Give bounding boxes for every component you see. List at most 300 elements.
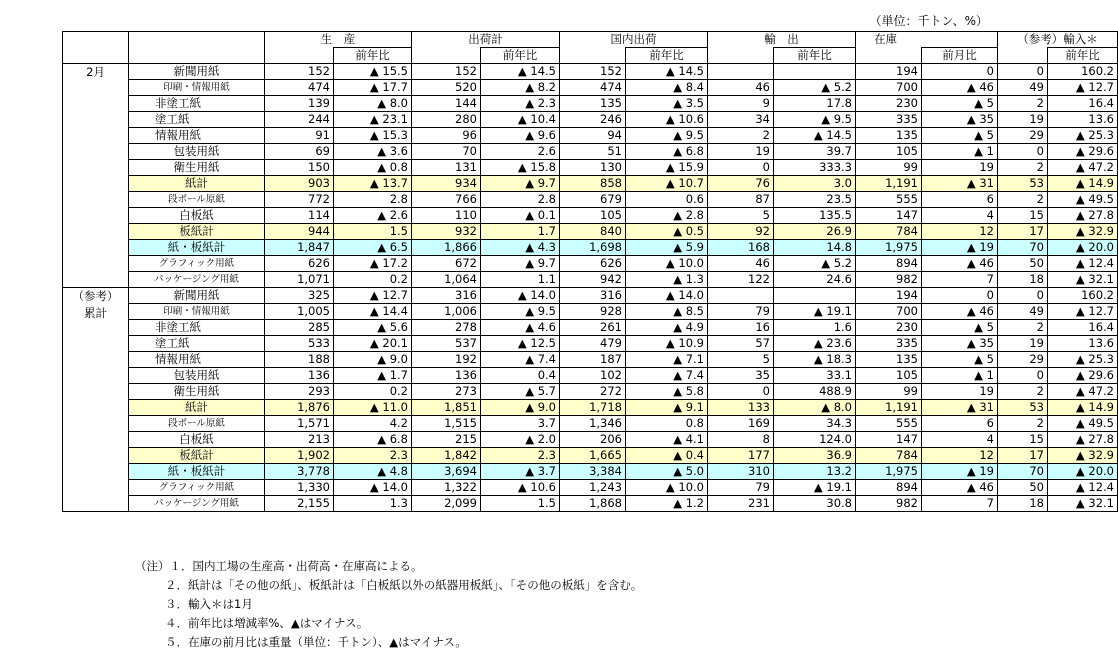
value-cell: 285 (265, 320, 334, 336)
value-cell: 114 (265, 208, 334, 224)
ratio-cell: 2.6 (481, 144, 560, 160)
note-line: （注）１．国内工場の生産高・出荷高・在庫高による。 (135, 559, 423, 573)
value-cell: 230 (856, 320, 922, 336)
ratio-cell: ▲ 32.1 (1048, 272, 1118, 288)
ratio-cell: ▲ 5.9 (626, 240, 708, 256)
ratio-cell: 4 (922, 208, 998, 224)
category-label: 白板紙 (129, 432, 265, 448)
value-cell (708, 64, 774, 80)
ratio-cell: ▲ 2.8 (626, 208, 708, 224)
ratio-cell: ▲ 18.3 (774, 352, 856, 368)
ratio-cell: ▲ 20.0 (1048, 240, 1118, 256)
value-cell: 144 (412, 96, 481, 112)
value-cell: 2,155 (265, 496, 334, 512)
category-label: 包装用紙 (129, 368, 265, 384)
value-cell: 1,975 (856, 464, 922, 480)
table-row (63, 96, 1118, 112)
value-cell: 136 (412, 368, 481, 384)
ratio-cell: ▲ 0.1 (481, 208, 560, 224)
header-blank-period (63, 32, 129, 64)
value-cell: 932 (412, 224, 481, 240)
category-label: 衛生用紙 (129, 160, 265, 176)
category-label: 紙・板紙計 (129, 240, 265, 256)
value-cell: 105 (856, 368, 922, 384)
ratio-cell: ▲ 5.2 (774, 256, 856, 272)
ratio-cell: ▲ 14.5 (481, 64, 560, 80)
subheader-yoy: 前年比 (626, 48, 708, 64)
value-cell: 15 (998, 432, 1048, 448)
category-label: パッケージング用紙 (129, 496, 265, 512)
ratio-cell: 160.2 (1048, 64, 1118, 80)
table-row (63, 112, 1118, 128)
table-row (63, 416, 1118, 432)
ratio-cell: ▲ 32.9 (1048, 224, 1118, 240)
ratio-cell: 0 (922, 64, 998, 80)
value-cell: 474 (560, 80, 626, 96)
subheader-yoy: 前年比 (481, 48, 560, 64)
value-cell: 1,665 (560, 448, 626, 464)
ratio-cell: 7 (922, 272, 998, 288)
ratio-cell: ▲ 4.6 (481, 320, 560, 336)
subheader-blank (998, 48, 1048, 64)
value-cell: 942 (560, 272, 626, 288)
ratio-cell: ▲ 31 (922, 400, 998, 416)
ratio-cell: 6 (922, 192, 998, 208)
ratio-cell: ▲ 49.5 (1048, 192, 1118, 208)
ratio-cell: ▲ 12.7 (1048, 80, 1118, 96)
value-cell: 3,694 (412, 464, 481, 480)
ratio-cell: ▲ 0.5 (626, 224, 708, 240)
value-cell: 188 (265, 352, 334, 368)
ratio-cell: ▲ 15.5 (334, 64, 412, 80)
ratio-cell: 16.4 (1048, 96, 1118, 112)
value-cell: 1,975 (856, 240, 922, 256)
subheader-yoy: 前年比 (334, 48, 412, 64)
value-cell: 147 (856, 432, 922, 448)
ratio-cell: ▲ 13.7 (334, 176, 412, 192)
category-label: 塗工紙 (129, 336, 265, 352)
value-cell: 169 (708, 416, 774, 432)
ratio-cell: ▲ 8.0 (334, 96, 412, 112)
value-cell: 700 (856, 304, 922, 320)
ratio-cell: 4 (922, 432, 998, 448)
ratio-cell: ▲ 7.1 (626, 352, 708, 368)
table-row (63, 256, 1118, 272)
table-row (63, 160, 1118, 176)
table-row (63, 288, 1118, 304)
category-label: 印刷・情報用紙 (129, 80, 265, 96)
value-cell: 150 (265, 160, 334, 176)
value-cell: 2,099 (412, 496, 481, 512)
value-cell: 1,243 (560, 480, 626, 496)
value-cell: 29 (998, 352, 1048, 368)
ratio-cell: ▲ 23.1 (334, 112, 412, 128)
ratio-cell: 135.5 (774, 208, 856, 224)
value-cell: 0 (708, 384, 774, 400)
ratio-cell: ▲ 5.2 (774, 80, 856, 96)
ratio-cell: 24.6 (774, 272, 856, 288)
ratio-cell: 2.8 (481, 192, 560, 208)
value-cell: 8 (708, 432, 774, 448)
ratio-cell: ▲ 15.8 (481, 160, 560, 176)
value-cell: 310 (708, 464, 774, 480)
value-cell: 316 (412, 288, 481, 304)
ratio-cell: ▲ 4.8 (334, 464, 412, 480)
header-domestic: 国内出荷 (560, 32, 708, 48)
ratio-cell: ▲ 2.6 (334, 208, 412, 224)
ratio-cell: 333.3 (774, 160, 856, 176)
ratio-cell: 1.6 (774, 320, 856, 336)
value-cell: 70 (998, 240, 1048, 256)
value-cell: 944 (265, 224, 334, 240)
value-cell: 57 (708, 336, 774, 352)
value-cell: 50 (998, 256, 1048, 272)
table-row (63, 400, 1118, 416)
ratio-cell: ▲ 10.0 (626, 256, 708, 272)
table-row (63, 224, 1118, 240)
value-cell: 17 (998, 224, 1048, 240)
ratio-cell: ▲ 5 (922, 128, 998, 144)
table-row (63, 192, 1118, 208)
value-cell: 9 (708, 96, 774, 112)
ratio-cell: ▲ 9.1 (626, 400, 708, 416)
ratio-cell: ▲ 14.0 (334, 480, 412, 496)
value-cell: 626 (265, 256, 334, 272)
ratio-cell: ▲ 1 (922, 368, 998, 384)
ratio-cell: ▲ 12.7 (1048, 304, 1118, 320)
value-cell: 261 (560, 320, 626, 336)
ratio-cell: 23.5 (774, 192, 856, 208)
value-cell: 102 (560, 368, 626, 384)
value-cell: 79 (708, 304, 774, 320)
ratio-cell: ▲ 6.8 (334, 432, 412, 448)
ratio-cell: ▲ 27.8 (1048, 432, 1118, 448)
ratio-cell: ▲ 17.7 (334, 80, 412, 96)
table-row (63, 304, 1118, 320)
ratio-cell: ▲ 14.0 (481, 288, 560, 304)
value-cell: 272 (560, 384, 626, 400)
value-cell: 135 (856, 352, 922, 368)
value-cell: 213 (265, 432, 334, 448)
value-cell: 49 (998, 80, 1048, 96)
ratio-cell: 2.3 (334, 448, 412, 464)
subheader-blank (708, 48, 774, 64)
ratio-cell: 26.9 (774, 224, 856, 240)
value-cell: 316 (560, 288, 626, 304)
ratio-cell: ▲ 5.0 (626, 464, 708, 480)
category-label: 衛生用紙 (129, 384, 265, 400)
ratio-cell: 13.2 (774, 464, 856, 480)
value-cell: 903 (265, 176, 334, 192)
value-cell: 700 (856, 80, 922, 96)
value-cell: 1,847 (265, 240, 334, 256)
value-cell: 187 (560, 352, 626, 368)
header-production: 生 産 (265, 32, 412, 48)
value-cell: 537 (412, 336, 481, 352)
ratio-cell: 1.7 (481, 224, 560, 240)
value-cell: 2 (708, 128, 774, 144)
value-cell: 858 (560, 176, 626, 192)
ratio-cell: ▲ 0.4 (626, 448, 708, 464)
ratio-cell: ▲ 35 (922, 112, 998, 128)
value-cell: 130 (560, 160, 626, 176)
value-cell: 18 (998, 272, 1048, 288)
ratio-cell: ▲ 9.7 (481, 256, 560, 272)
ratio-cell: 2.3 (481, 448, 560, 464)
value-cell: 1,006 (412, 304, 481, 320)
ratio-cell: ▲ 9.7 (481, 176, 560, 192)
value-cell: 135 (560, 96, 626, 112)
table-row (63, 208, 1118, 224)
ratio-cell: ▲ 20.0 (1048, 464, 1118, 480)
value-cell: 293 (265, 384, 334, 400)
value-cell: 136 (265, 368, 334, 384)
ratio-cell: ▲ 1.7 (334, 368, 412, 384)
value-cell: 147 (856, 208, 922, 224)
ratio-cell: ▲ 25.3 (1048, 352, 1118, 368)
value-cell: 0 (998, 64, 1048, 80)
ratio-cell: 36.9 (774, 448, 856, 464)
ratio-cell: 13.6 (1048, 112, 1118, 128)
value-cell: 894 (856, 256, 922, 272)
value-cell: 555 (856, 416, 922, 432)
value-cell: 110 (412, 208, 481, 224)
header-imports: （参考）輸入＊ (998, 32, 1118, 48)
value-cell: 70 (412, 144, 481, 160)
value-cell: 177 (708, 448, 774, 464)
value-cell: 894 (856, 480, 922, 496)
value-cell: 1,515 (412, 416, 481, 432)
ratio-cell: ▲ 1.3 (626, 272, 708, 288)
ratio-cell: 30.8 (774, 496, 856, 512)
value-cell: 99 (856, 384, 922, 400)
value-cell: 194 (856, 288, 922, 304)
category-label: 塗工紙 (129, 112, 265, 128)
category-label: 板紙計 (129, 448, 265, 464)
notes (135, 557, 642, 652)
table-row (63, 144, 1118, 160)
value-cell: 19 (998, 112, 1048, 128)
ratio-cell: ▲ 8.5 (626, 304, 708, 320)
category-label: 非塗工紙 (129, 96, 265, 112)
value-cell: 2 (998, 192, 1048, 208)
value-cell: 2 (998, 416, 1048, 432)
category-label: 紙・板紙計 (129, 464, 265, 480)
ratio-cell: ▲ 4.1 (626, 432, 708, 448)
period-label (63, 288, 129, 512)
note-line: ５．在庫の前月比は重量（単位：千トン）、▲はマイナス。 (165, 635, 467, 649)
ratio-cell: ▲ 14.4 (334, 304, 412, 320)
table-row (63, 432, 1118, 448)
ratio-cell: 2.8 (334, 192, 412, 208)
table-row (63, 480, 1118, 496)
value-cell: 69 (265, 144, 334, 160)
ratio-cell: ▲ 12.4 (1048, 480, 1118, 496)
ratio-cell: ▲ 15.3 (334, 128, 412, 144)
ratio-cell: ▲ 8.4 (626, 80, 708, 96)
value-cell: 1,851 (412, 400, 481, 416)
value-cell: 479 (560, 336, 626, 352)
ratio-cell: ▲ 0.8 (334, 160, 412, 176)
value-cell: 474 (265, 80, 334, 96)
ratio-cell: ▲ 35 (922, 336, 998, 352)
category-label: 段ボール原紙 (129, 192, 265, 208)
value-cell: 325 (265, 288, 334, 304)
ratio-cell: ▲ 3.5 (626, 96, 708, 112)
ratio-cell: ▲ 10.9 (626, 336, 708, 352)
ratio-cell: ▲ 23.6 (774, 336, 856, 352)
value-cell: 29 (998, 128, 1048, 144)
value-cell: 152 (412, 64, 481, 80)
ratio-cell: ▲ 32.9 (1048, 448, 1118, 464)
ratio-cell: 17.8 (774, 96, 856, 112)
table-row (63, 448, 1118, 464)
ratio-cell: ▲ 6.8 (626, 144, 708, 160)
ratio-cell: 39.7 (774, 144, 856, 160)
ratio-cell: 19 (922, 160, 998, 176)
category-label: グラフィック用紙 (129, 480, 265, 496)
ratio-cell: 1.5 (334, 224, 412, 240)
value-cell: 105 (856, 144, 922, 160)
ratio-cell (774, 64, 856, 80)
value-cell: 784 (856, 448, 922, 464)
subheader-yoy: 前年比 (1048, 48, 1118, 64)
value-cell: 92 (708, 224, 774, 240)
category-label: 情報用紙 (129, 128, 265, 144)
ratio-cell: 12 (922, 448, 998, 464)
value-cell: 230 (856, 96, 922, 112)
header-blank-category (129, 32, 265, 64)
subheader-blank (265, 48, 334, 64)
ratio-cell: ▲ 17.2 (334, 256, 412, 272)
value-cell: 335 (856, 112, 922, 128)
value-cell: 3,778 (265, 464, 334, 480)
ratio-cell: ▲ 12.7 (334, 288, 412, 304)
value-cell: 53 (998, 176, 1048, 192)
value-cell: 34 (708, 112, 774, 128)
ratio-cell: ▲ 11.0 (334, 400, 412, 416)
value-cell: 766 (412, 192, 481, 208)
value-cell: 2 (998, 160, 1048, 176)
value-cell: 772 (265, 192, 334, 208)
ratio-cell: ▲ 12.4 (1048, 256, 1118, 272)
value-cell: 1,698 (560, 240, 626, 256)
value-cell: 231 (708, 496, 774, 512)
ratio-cell: ▲ 12.5 (481, 336, 560, 352)
value-cell: 555 (856, 192, 922, 208)
category-label: 板紙計 (129, 224, 265, 240)
ratio-cell: 33.1 (774, 368, 856, 384)
subheader-blank (560, 48, 626, 64)
value-cell: 982 (856, 496, 922, 512)
value-cell: 280 (412, 112, 481, 128)
value-cell: 533 (265, 336, 334, 352)
table-row (63, 64, 1118, 80)
ratio-cell: ▲ 46 (922, 480, 998, 496)
category-label: 白板紙 (129, 208, 265, 224)
value-cell: 70 (998, 464, 1048, 480)
value-cell: 46 (708, 256, 774, 272)
ratio-cell: 34.3 (774, 416, 856, 432)
ratio-cell: ▲ 14.5 (626, 64, 708, 80)
header-row (63, 32, 1118, 48)
value-cell: 139 (265, 96, 334, 112)
value-cell: 520 (412, 80, 481, 96)
value-cell: 50 (998, 480, 1048, 496)
ratio-cell: ▲ 29.6 (1048, 368, 1118, 384)
table-row (63, 464, 1118, 480)
ratio-cell: ▲ 15.9 (626, 160, 708, 176)
value-cell: 91 (265, 128, 334, 144)
period-label (63, 64, 129, 288)
ratio-cell: ▲ 9.0 (334, 352, 412, 368)
value-cell: 246 (560, 112, 626, 128)
value-cell: 17 (998, 448, 1048, 464)
ratio-cell: 124.0 (774, 432, 856, 448)
subheader-mom: 前月比 (922, 48, 998, 64)
value-cell: 96 (412, 128, 481, 144)
category-label: 包装用紙 (129, 144, 265, 160)
ratio-cell: ▲ 5 (922, 320, 998, 336)
table-row (63, 496, 1118, 512)
category-label: パッケージング用紙 (129, 272, 265, 288)
ratio-cell: ▲ 9.5 (774, 112, 856, 128)
ratio-cell: ▲ 10.7 (626, 176, 708, 192)
value-cell: 35 (708, 368, 774, 384)
ratio-cell: ▲ 19 (922, 240, 998, 256)
value-cell: 278 (412, 320, 481, 336)
value-cell: 87 (708, 192, 774, 208)
value-cell: 1,005 (265, 304, 334, 320)
value-cell: 3,384 (560, 464, 626, 480)
value-cell: 672 (412, 256, 481, 272)
ratio-cell: 6 (922, 416, 998, 432)
ratio-cell: ▲ 19.1 (774, 480, 856, 496)
value-cell: 1,842 (412, 448, 481, 464)
value-cell: 51 (560, 144, 626, 160)
value-cell: 679 (560, 192, 626, 208)
period-text: 2月 (86, 65, 105, 79)
value-cell: 133 (708, 400, 774, 416)
ratio-cell: ▲ 9.5 (481, 304, 560, 320)
value-cell: 215 (412, 432, 481, 448)
ratio-cell: ▲ 9.5 (626, 128, 708, 144)
category-label: 紙計 (129, 176, 265, 192)
ratio-cell: ▲ 4.3 (481, 240, 560, 256)
table-row (63, 80, 1118, 96)
ratio-cell (774, 288, 856, 304)
value-cell: 1,322 (412, 480, 481, 496)
value-cell: 5 (708, 208, 774, 224)
ratio-cell: 7 (922, 496, 998, 512)
ratio-cell: ▲ 32.1 (1048, 496, 1118, 512)
value-cell: 99 (856, 160, 922, 176)
value-cell: 19 (708, 144, 774, 160)
ratio-cell: ▲ 5.7 (481, 384, 560, 400)
subheader-yoy: 前年比 (774, 48, 856, 64)
table-row (63, 240, 1118, 256)
ratio-cell: 1.5 (481, 496, 560, 512)
value-cell: 105 (560, 208, 626, 224)
value-cell: 53 (998, 400, 1048, 416)
ratio-cell: ▲ 47.2 (1048, 384, 1118, 400)
value-cell: 840 (560, 224, 626, 240)
ratio-cell: ▲ 6.5 (334, 240, 412, 256)
table-row (63, 320, 1118, 336)
ratio-cell: 13.6 (1048, 336, 1118, 352)
header-inventory: 在庫 (856, 32, 998, 48)
category-label: 紙計 (129, 400, 265, 416)
